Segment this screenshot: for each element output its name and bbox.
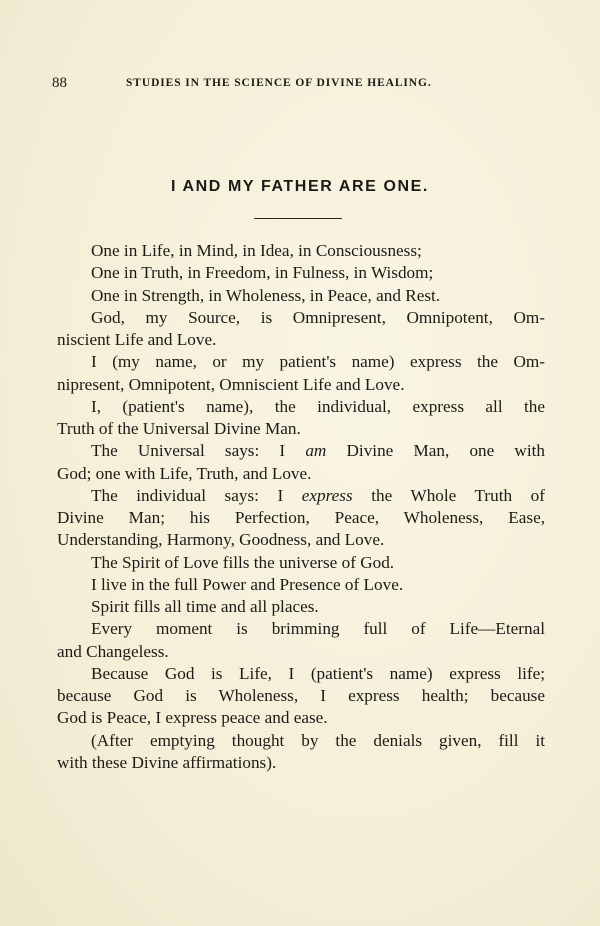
text-segment: Divine Man; his Perfection, Peace, Wholeness, Ease, [57, 508, 545, 527]
text-line [57, 418, 545, 440]
paragraph [57, 307, 545, 352]
text-line [57, 396, 545, 418]
text-line [57, 641, 545, 663]
text-segment: the Whole Truth of [352, 485, 545, 505]
text-segment: Every moment is brimming full of Life—Eternal [91, 619, 545, 639]
paragraph [57, 351, 545, 396]
body-text [57, 240, 545, 774]
text-segment: God, my Source, is Omnipresent, Omnipotent, Om- [91, 307, 545, 327]
text-segment: Spirit fills all time and all places. [91, 597, 319, 616]
text-segment: Divine Man, one with [326, 441, 545, 461]
text-line [57, 463, 545, 485]
title-rule [254, 218, 342, 219]
text-line [57, 262, 545, 284]
text-line [57, 752, 545, 774]
text-segment: One in Strength, in Wholeness, in Peace, and Rest. [91, 285, 441, 305]
paragraph [57, 285, 545, 307]
text-line [57, 485, 545, 507]
italic-text: am [305, 441, 327, 461]
italic-text: express [301, 485, 353, 505]
text-segment: Understanding, Harmony, Goodness, and Love. [57, 530, 385, 550]
text-segment: The Universal says: I [91, 441, 306, 461]
running-header: STUDIES IN THE SCIENCE OF DIVINE HEALING. [126, 77, 432, 89]
paragraph [57, 485, 545, 552]
text-segment: I, (patient's name), the individual, express all the [91, 396, 545, 416]
text-line [57, 440, 545, 462]
text-line [57, 240, 545, 262]
text-segment: One in Truth, in Freedom, in Fulness, in Wisdom; [91, 263, 434, 283]
text-line [57, 618, 545, 640]
text-segment: nipresent, Omnipotent, Omniscient Life and Love. [57, 374, 405, 394]
paragraph [57, 552, 545, 574]
text-line [57, 351, 545, 373]
text-segment: I (my name, or my patient's name) express the Om- [91, 352, 545, 372]
text-segment: One in Life, in Mind, in Idea, in Consciousness; [91, 241, 422, 260]
text-segment: God is Peace, I express peace and ease. [57, 708, 328, 728]
text-line [57, 285, 545, 307]
paragraph [57, 240, 545, 262]
paragraph [57, 440, 545, 485]
text-segment: Because God is Life, I (patient's name) express life; [91, 663, 545, 683]
text-line [57, 663, 545, 685]
paragraph [57, 396, 545, 441]
text-line [57, 374, 545, 396]
paragraph [57, 574, 545, 596]
text-line [57, 707, 545, 729]
text-line [57, 329, 545, 351]
text-segment: because God is Wholeness, I express health; because [57, 686, 545, 705]
paragraph [57, 262, 545, 284]
paragraph [57, 730, 545, 775]
text-segment: (After emptying thought by the denials given, fill it [91, 730, 545, 750]
chapter-title: I AND MY FATHER ARE ONE. [171, 178, 429, 195]
text-segment: I live in the full Power and Presence of Love. [91, 574, 404, 594]
paragraph [57, 663, 545, 730]
text-segment: The Spirit of Love fills the universe of God. [91, 552, 395, 572]
text-line [57, 574, 545, 596]
text-line [57, 596, 545, 618]
text-segment: and Changeless. [57, 641, 169, 661]
text-line [57, 685, 545, 707]
text-segment: The individual says: I [91, 485, 302, 505]
text-segment: niscient Life and Love. [57, 330, 217, 349]
text-segment: with these Divine affirmations). [57, 752, 277, 772]
text-line [57, 552, 545, 574]
text-line [57, 730, 545, 752]
paragraph [57, 618, 545, 663]
page-number: 88 [52, 75, 67, 91]
text-line [57, 307, 545, 329]
paragraph [57, 596, 545, 618]
text-segment: God; one with Life, Truth, and Love. [57, 463, 312, 483]
text-line [57, 507, 545, 529]
text-line [57, 529, 545, 551]
text-segment: Truth of the Universal Divine Man. [57, 419, 301, 438]
